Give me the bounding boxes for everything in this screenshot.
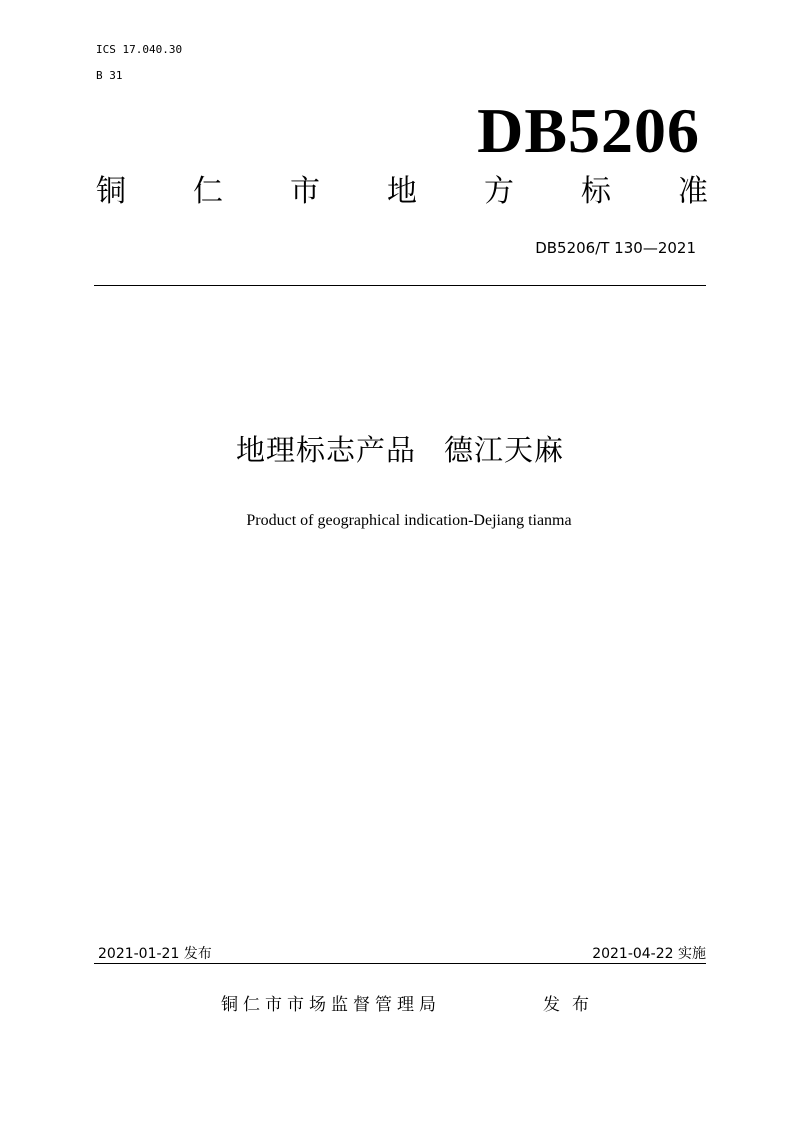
standard-type-char: 标 (581, 174, 611, 209)
footer-divider (94, 963, 706, 964)
standard-logo: DB5206 (477, 95, 700, 166)
document-title-en: Product of geographical indication-Dejiang tianma (246, 512, 572, 529)
issuing-authority: 铜仁市市场监督管理局 (221, 995, 441, 1015)
standard-number: DB5206/T 130—2021 (535, 239, 696, 257)
title-cn-part2: 德江天麻 (444, 433, 565, 467)
standard-type-heading (96, 172, 708, 212)
standard-type-char: 地 (387, 174, 417, 209)
title-cn-part1: 地理标志产品 (235, 433, 416, 467)
ccs-code: B 31 (96, 69, 123, 82)
issue-label: 发布 (543, 995, 601, 1015)
standard-type-char: 市 (290, 174, 320, 209)
standard-type-char: 准 (678, 174, 708, 209)
header-divider (94, 285, 706, 286)
standard-type-char: 铜 (96, 174, 126, 209)
implementation-date: 2021-04-22 实施 (592, 946, 706, 962)
standard-type-char: 方 (484, 174, 514, 209)
issue-date: 2021-01-21 发布 (98, 946, 212, 962)
standard-type-char: 仁 (193, 174, 223, 209)
ics-code: ICS 17.040.30 (96, 43, 183, 56)
document-title-cn (0, 430, 800, 470)
